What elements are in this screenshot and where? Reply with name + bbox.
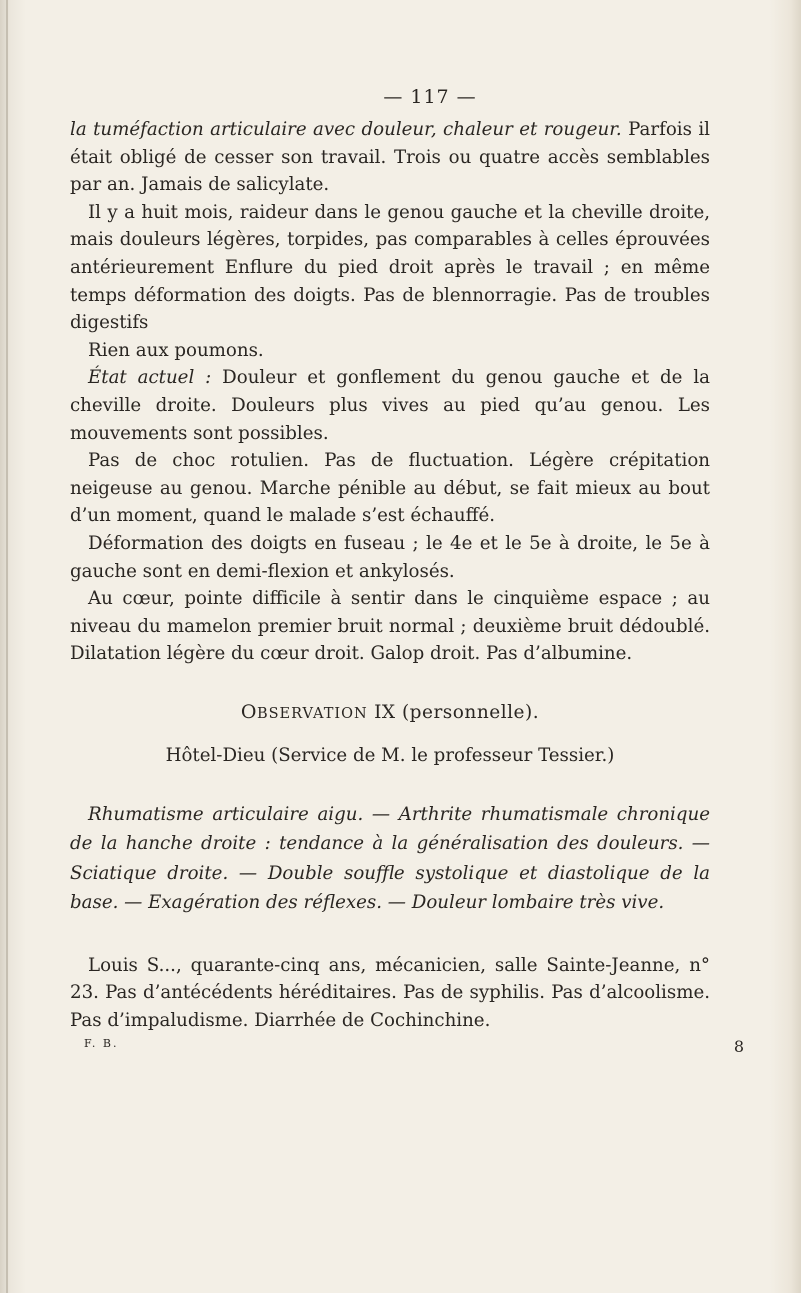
observation-title <box>70 698 710 728</box>
observation-title-word: BSERVATION <box>256 705 368 722</box>
paragraph-continued-italic: la tuméfaction articulaire avec douleur, chaleur et rougeur. <box>70 119 622 140</box>
paragraph-current-state <box>70 364 710 447</box>
paragraph-history: Il y a huit mois, raideur dans le genou gauche et la cheville droite, mais douleurs légères, torpides, pas comparables à celles éprouvées antérieurement Enflure du pied droit après le travail ; en même temps déformation des doigts. Pas de blennorragie. Pas de troubles digestifs <box>70 201 710 334</box>
paragraph-heart: Au cœur, pointe difficile à sentir dans le cinquième espace ; au niveau du mamelon premier bruit normal ; deuxième bruit dédoublé. Dilatation légère du cœur droit. Galop droit. Pas d’albumine. <box>70 588 710 665</box>
paragraph-fingers: Déformation des doigts en fuseau ; le 4e et le 5e à droite, le 5e à gauche sont en demi-flexion et ankylosés. <box>70 532 710 582</box>
text-block <box>70 86 744 1059</box>
sheet-number: 8 <box>733 1036 744 1056</box>
signature-mark: F. B. <box>84 1036 119 1050</box>
paragraph-continued-text: Parfois il était obligé de cesser son travail. Trois ou quatre accès semblables par an. Jamais de salicylate. <box>70 119 710 196</box>
observation-title-cap: O <box>240 700 257 723</box>
observation-summary: Rhumatisme articulaire aigu. — Arthrite rhumatismale chronique de la hanche droite : tendance à la généralisation des douleurs. — Sciatique droite. — Double souffle systolique et diastolique de la base. — Exagération des réflexes. — Douleur lombaire très vive. <box>70 803 710 914</box>
observation-number: IX <box>374 701 396 723</box>
observation-service: Hôtel-Dieu (Service de M. le professeur Tessier.) <box>165 744 615 766</box>
case-paragraph: Louis S..., quarante-cinq ans, mécanicien, salle Sainte-Jeanne, n° 23. Pas d’antécédents héréditaires. Pas de syphilis. Pas d’alcoolisme. Pas d’impaludisme. Diarrhée de Cochinchine. <box>70 954 710 1032</box>
observation-suffix: (personnelle). <box>401 701 540 723</box>
binding-edge <box>6 0 8 1293</box>
current-state-text: Douleur et gonflement du genou gauche et de la cheville droite. Douleurs plus vives au pied qu’au genou. Les mouvements sont possibles. <box>70 367 710 444</box>
paragraph-lungs: Rien aux poumons. <box>88 339 264 361</box>
current-state-label: État actuel : <box>88 367 212 389</box>
page-number: — 117 — <box>383 86 477 108</box>
paragraph-exam: Pas de choc rotulien. Pas de fluctuation. Légère crépitation neigeuse au genou. Marche pénible au début, se fait mieux au bout d’un moment, quand le malade s’est échauffé. <box>70 450 710 527</box>
page-footer <box>70 1036 744 1059</box>
paragraph-continued <box>70 116 710 199</box>
